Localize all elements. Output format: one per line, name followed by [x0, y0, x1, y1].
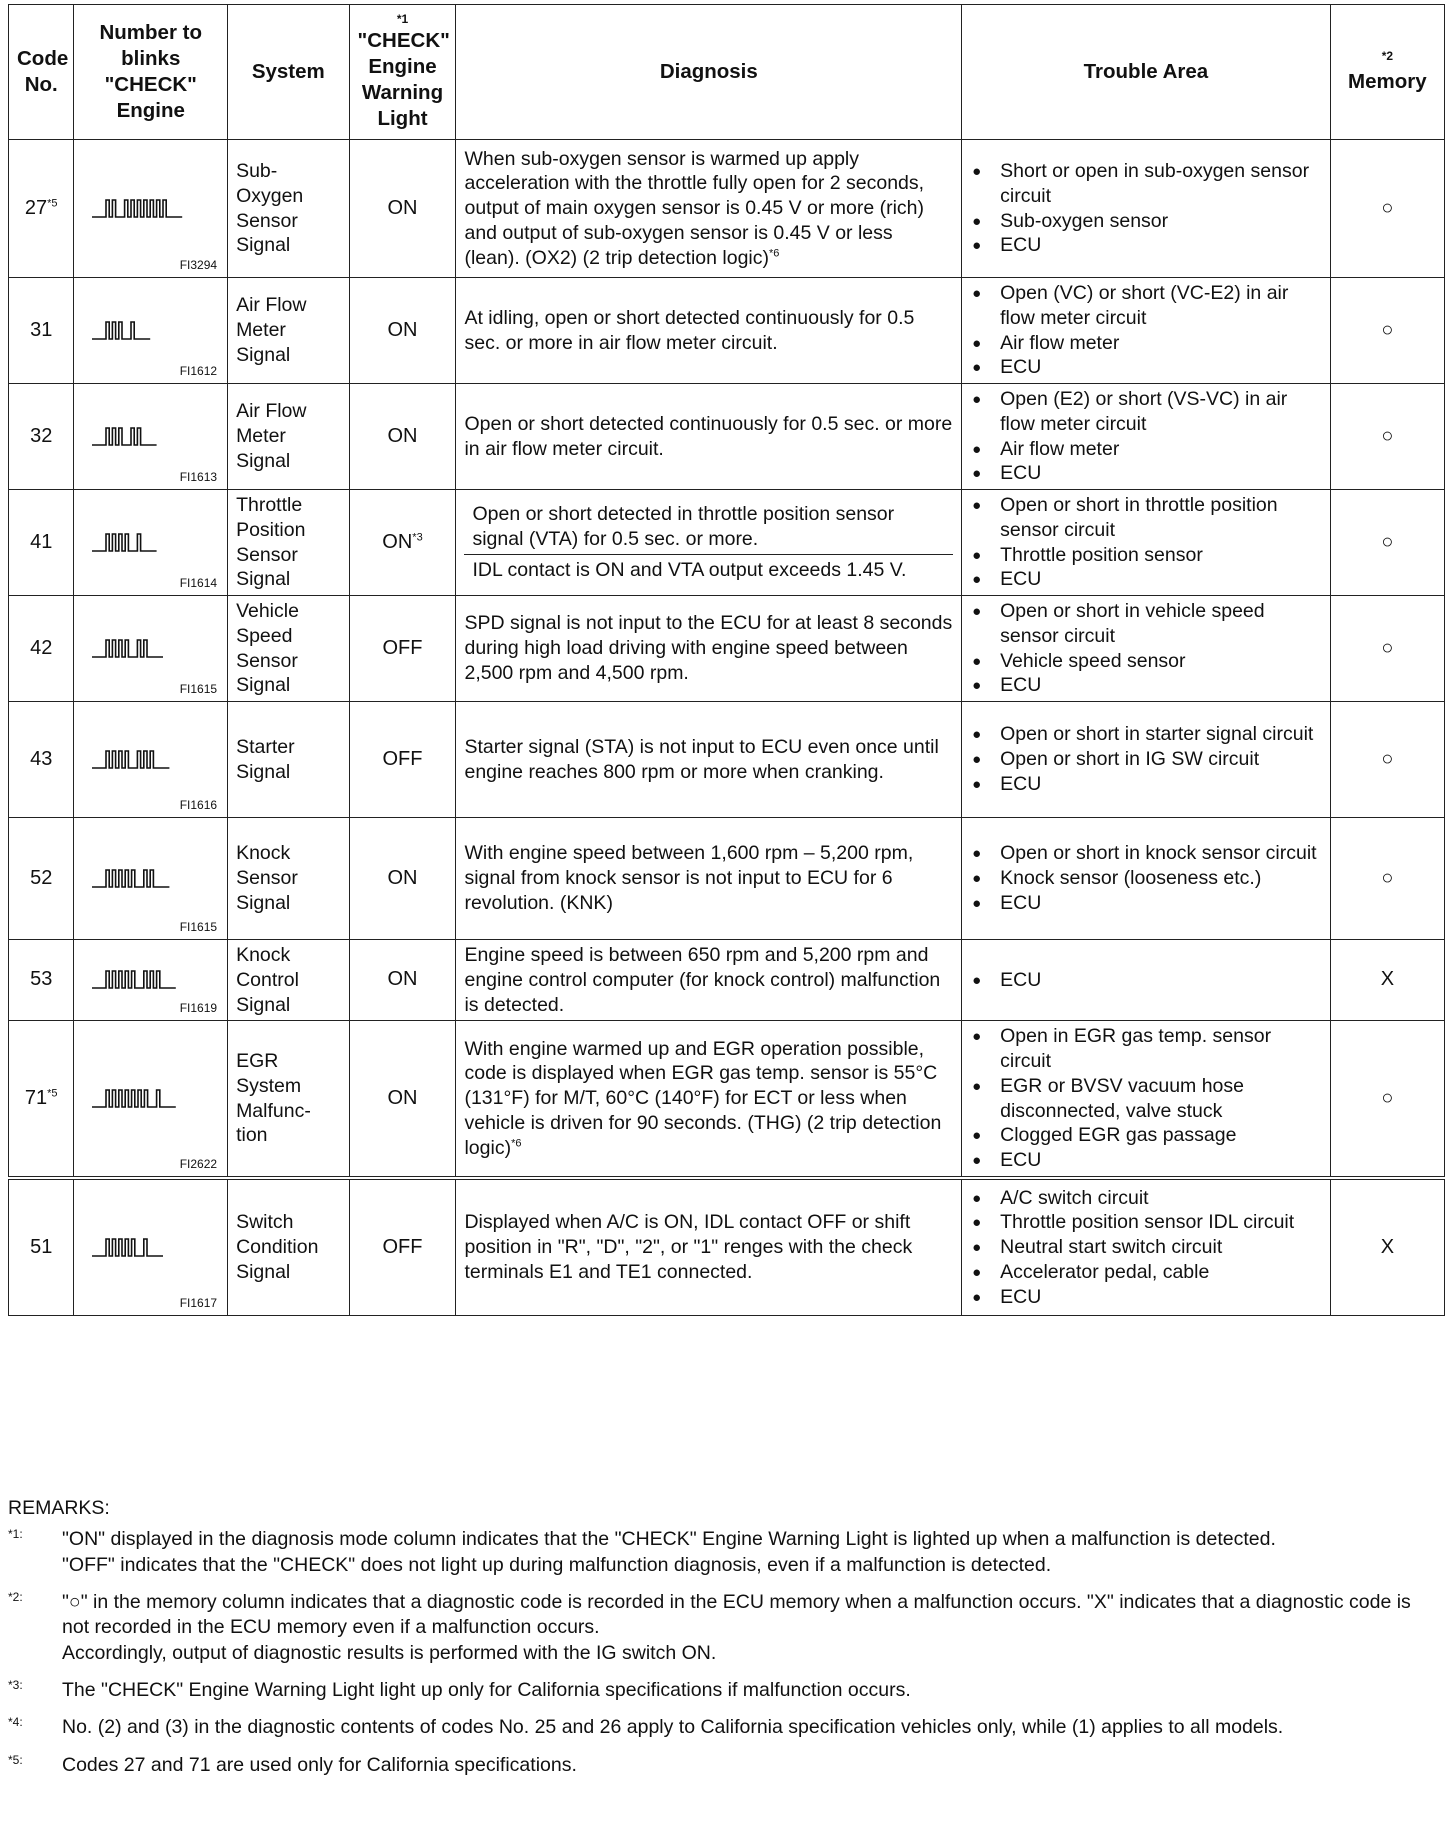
trouble-area-item: ● Sub-oxygen sensor [970, 209, 1322, 234]
warning-light-cell [349, 278, 456, 384]
header-code-no: Code No. [9, 5, 74, 140]
diagnosis-text: With engine speed between 1,600 rpm – 5,200 rpm, signal from knock sensor is not input to ECU for 6 revolution. (KNK) [464, 842, 914, 914]
warning-light-cell [349, 140, 456, 278]
blink-cell [74, 1178, 228, 1316]
code-cell [9, 1021, 74, 1178]
trouble-area-cell [962, 490, 1331, 596]
remarks-section [8, 1496, 1438, 1790]
system-cell: Air Flow Meter Signal [228, 384, 349, 490]
trouble-area-item: ● Air flow meter [970, 331, 1322, 356]
table-row [9, 140, 1445, 278]
memory-cell: X [1330, 940, 1444, 1021]
diagnosis-text: At idling, open or short detected continuously for 0.5 sec. or more in air flow meter circuit. [464, 306, 915, 354]
trouble-area-cell [962, 1021, 1331, 1178]
trouble-area-item: ● ECU [970, 673, 1322, 698]
trouble-area-cell [962, 702, 1331, 818]
diagnosis-cell [456, 940, 962, 1021]
header-blinks: Number to blinks "CHECK" Engine [74, 5, 228, 140]
figure-id: FI1615 [179, 919, 218, 934]
code-number: 42 [30, 636, 53, 659]
header-memory-label: Memory [1348, 69, 1427, 93]
code-cell [9, 278, 74, 384]
blink-cell [74, 140, 228, 278]
diagnosis-text: Open or short detected in throttle position sensor signal (VTA) for 0.5 sec. or more. [464, 499, 953, 556]
memory-cell: ○ [1330, 384, 1444, 490]
diagnosis-text: Engine speed is between 650 rpm and 5,200 rpm and engine control computer (for knock control) malfunction is detected. [464, 944, 941, 1016]
diagnosis-cell [456, 1178, 962, 1316]
trouble-area-item: ● Neutral start switch circuit [970, 1235, 1322, 1260]
blink-cell [74, 490, 228, 596]
warning-light-value: ON [387, 866, 418, 889]
remark-text: The "CHECK" Engine Warning Light light up only for California specifications if malfunction occurs. [62, 1679, 911, 1702]
header-memory [1330, 5, 1444, 140]
figure-id: FI1616 [179, 797, 218, 812]
warning-light-cell [349, 490, 456, 596]
trouble-area-item: ● Air flow meter [970, 437, 1322, 462]
trouble-area-item: ● Open or short in starter signal circuit [970, 722, 1322, 747]
trouble-area-list [970, 599, 1322, 698]
code-cell [9, 702, 74, 818]
table-row [9, 596, 1445, 702]
table-row [9, 278, 1445, 384]
trouble-area-cell [962, 140, 1331, 278]
remark-mark: *4: [8, 1715, 23, 1730]
trouble-area-cell [962, 818, 1331, 940]
figure-id: FI1612 [179, 363, 218, 378]
memory-cell: ○ [1330, 140, 1444, 278]
warning-light-cell [349, 818, 456, 940]
blink-pattern-icon [92, 748, 210, 772]
trouble-area-cell [962, 1178, 1331, 1316]
remarks-title: REMARKS: [8, 1497, 110, 1519]
code-footnote-mark: *5 [47, 197, 58, 210]
trouble-area-item: ● ECU [970, 1148, 1322, 1173]
diagnosis-text-secondary: IDL contact is ON and VTA output exceeds 1.45 V. [472, 559, 907, 582]
remark-text: No. (2) and (3) in the diagnostic contents of codes No. 25 and 26 apply to California specification vehicles only, while (1) applies to all models. [62, 1716, 1284, 1739]
remarks-notes [8, 1527, 1438, 1778]
trouble-area-item: ● Open (E2) or short (VS-VC) in air flow meter circuit [970, 387, 1322, 437]
trouble-area-list [970, 1024, 1322, 1173]
remark-text: "○" in the memory column indicates that a diagnostic code is recorded in the ECU memory when a malfunction occurs. "X" indicates that a diagnostic code is not recorded in the ECU memory even if a malfunction occurs. [62, 1591, 1411, 1639]
code-number: 53 [30, 968, 53, 991]
blink-pattern-icon [92, 1236, 210, 1260]
trouble-area-item: ● Open or short in knock sensor circuit [970, 841, 1322, 866]
trouble-area-item: ● A/C switch circuit [970, 1186, 1322, 1211]
remark-note [8, 1527, 1438, 1578]
trouble-area-item: ● ECU [970, 1285, 1322, 1310]
trouble-area-cell [962, 940, 1331, 1021]
header-warning-light-label: "CHECK" Engine Warning Light [357, 28, 450, 130]
trouble-area-list [970, 1186, 1322, 1310]
code-number: 27 [24, 196, 48, 219]
warning-light-value: ON [387, 196, 418, 219]
trouble-area-item: ● ECU [970, 355, 1322, 380]
blink-cell [74, 702, 228, 818]
memory-cell: ○ [1330, 818, 1444, 940]
trouble-area-item: ● Open (VC) or short (VC-E2) in air flow meter circuit [970, 281, 1322, 331]
blink-cell [74, 818, 228, 940]
memory-cell: ○ [1330, 278, 1444, 384]
code-cell [9, 818, 74, 940]
blink-pattern-icon [92, 197, 210, 221]
remark-note [8, 1678, 1438, 1703]
trouble-area-item: ● Open in EGR gas temp. sensor circuit [970, 1024, 1322, 1074]
diagnosis-cell [456, 490, 962, 596]
memory-cell: X [1330, 1178, 1444, 1316]
trouble-area-item: ● Accelerator pedal, cable [970, 1260, 1322, 1285]
trouble-area-item: ● Throttle position sensor IDL circuit [970, 1210, 1322, 1235]
diagnosis-cell [456, 384, 962, 490]
warning-light-cell [349, 940, 456, 1021]
trouble-area-item: ● ECU [970, 772, 1322, 797]
warning-light-value: OFF [382, 636, 423, 659]
warning-light-value: OFF [382, 747, 423, 770]
code-cell [9, 140, 74, 278]
diagnosis-cell [456, 702, 962, 818]
trouble-area-item: ● ECU [970, 461, 1322, 486]
diagnosis-cell [456, 1021, 962, 1178]
remark-text: Codes 27 and 71 are used only for California specifications. [62, 1753, 577, 1776]
diagnosis-cell [456, 140, 962, 278]
diagnosis-text: Starter signal (STA) is not input to ECU even once until engine reaches 800 rpm or more when cranking. [464, 735, 939, 783]
code-number: 32 [30, 424, 53, 447]
remark-mark: *3: [8, 1678, 23, 1693]
code-cell [9, 490, 74, 596]
remark-note [8, 1753, 1438, 1778]
trouble-area-list [970, 841, 1322, 915]
figure-id: FI3294 [179, 257, 218, 272]
diagnosis-text: When sub-oxygen sensor is warmed up apply acceleration with the throttle fully open for 2 seconds, output of main oxygen sensor is 0.45 V or more (rich) and output of sub-oxygen sensor is 0.45 V or less (lean). (OX2) (2 trip detection logic) [464, 147, 925, 269]
system-cell: EGR System Malfunc-tion [228, 1021, 349, 1178]
code-number: 31 [30, 318, 53, 341]
remark-mark: *5: [8, 1752, 23, 1767]
system-cell: Vehicle Speed Sensor Signal [228, 596, 349, 702]
trouble-area-item: ● Knock sensor (looseness etc.) [970, 866, 1322, 891]
code-cell [9, 1178, 74, 1316]
diagnosis-cell [456, 278, 962, 384]
remark-mark: *1: [8, 1527, 23, 1542]
blink-pattern-icon [92, 637, 210, 661]
blink-pattern-icon [92, 319, 210, 343]
code-cell [9, 596, 74, 702]
diagnosis-cell [456, 596, 962, 702]
system-cell: Throttle Position Sensor Signal [228, 490, 349, 596]
warning-light-value: OFF [382, 1235, 423, 1258]
memory-cell: ○ [1330, 596, 1444, 702]
figure-id: FI2622 [179, 1156, 218, 1171]
memory-cell: ○ [1330, 702, 1444, 818]
code-cell [9, 384, 74, 490]
warning-light-value: ON [387, 1086, 418, 1109]
remark-text: "OFF" indicates that the "CHECK" does not light up during malfunction diagnosis, even if a malfunction is detected. [62, 1553, 1052, 1576]
table-row [9, 1021, 1445, 1178]
trouble-area-item: ● ECU [970, 233, 1322, 258]
warning-light-cell [349, 1178, 456, 1316]
header-warning-light [349, 5, 456, 140]
trouble-area-cell [962, 596, 1331, 702]
trouble-area-cell [962, 384, 1331, 490]
blink-pattern-icon [92, 867, 210, 891]
warning-light-cell [349, 1021, 456, 1178]
warning-light-cell [349, 596, 456, 702]
table-body [9, 140, 1445, 1316]
light-footnote-mark: *3 [412, 531, 423, 544]
diagnostic-code-table [8, 4, 1445, 1316]
code-number: 51 [30, 1235, 53, 1258]
header-system: System [228, 5, 349, 140]
footnote-mark-1: *1 [396, 12, 409, 27]
warning-light-value: ON [387, 318, 418, 341]
trouble-area-item: ● Short or open in sub-oxygen sensor circuit [970, 159, 1322, 209]
figure-id: FI1619 [179, 1001, 218, 1016]
trouble-area-item: ● ECU [970, 968, 1322, 993]
system-cell: Knock Sensor Signal [228, 818, 349, 940]
diagnosis-text: Open or short detected continuously for 0.5 sec. or more in air flow meter circuit. [464, 412, 953, 460]
code-cell [9, 940, 74, 1021]
system-cell: Knock Control Signal [228, 940, 349, 1021]
diagnosis-cell [456, 818, 962, 940]
blink-cell [74, 278, 228, 384]
table-header-row [9, 5, 1445, 140]
figure-id: FI1613 [179, 469, 218, 484]
blink-pattern-icon [92, 531, 210, 555]
warning-light-cell [349, 702, 456, 818]
remark-text: Accordingly, output of diagnostic results is performed with the IG switch ON. [62, 1641, 717, 1664]
table-row [9, 818, 1445, 940]
trouble-area-cell [962, 278, 1331, 384]
trouble-area-item: ● EGR or BVSV vacuum hose disconnected, valve stuck [970, 1074, 1322, 1124]
trouble-area-list [970, 387, 1322, 486]
header-trouble-area: Trouble Area [962, 5, 1331, 140]
system-cell: Switch Condition Signal [228, 1178, 349, 1316]
diagnosis-footnote-mark: *6 [769, 247, 780, 260]
table-row [9, 1178, 1445, 1316]
system-cell: Air Flow Meter Signal [228, 278, 349, 384]
diagnosis-text: With engine warmed up and EGR operation possible, code is displayed when EGR gas temp. sensor is 55°C (131°F) for M/T, 60°C (140°F) for ECT or less when vehicle is driven for 90 seconds. (THG) (2 trip detection logic) [464, 1037, 942, 1159]
code-number: 41 [30, 530, 53, 553]
trouble-area-item: ● Clogged EGR gas passage [970, 1123, 1322, 1148]
table-row [9, 940, 1445, 1021]
trouble-area-item: ● Open or short in vehicle speed sensor circuit [970, 599, 1322, 649]
trouble-area-item: ● ECU [970, 567, 1322, 592]
trouble-area-item: ● Vehicle speed sensor [970, 649, 1322, 674]
warning-light-value: ON [382, 530, 413, 553]
blink-pattern-icon [92, 1087, 210, 1111]
trouble-area-list [970, 968, 1322, 993]
warning-light-cell [349, 384, 456, 490]
code-number: 71 [24, 1086, 48, 1109]
trouble-area-item: ● Open or short in throttle position sensor circuit [970, 493, 1322, 543]
blink-cell [74, 940, 228, 1021]
table-row [9, 490, 1445, 596]
blink-pattern-icon [92, 425, 210, 449]
trouble-area-item: ● ECU [970, 891, 1322, 916]
trouble-area-item: ● Throttle position sensor [970, 543, 1322, 568]
header-diagnosis: Diagnosis [456, 5, 962, 140]
remark-note [8, 1590, 1438, 1666]
figure-id: FI1615 [179, 681, 218, 696]
memory-cell: ○ [1330, 490, 1444, 596]
blink-cell [74, 596, 228, 702]
system-cell: Starter Signal [228, 702, 349, 818]
diagnosis-text: Displayed when A/C is ON, IDL contact OFF or shift position in "R", "D", "2", or "1" renges with the check terminals E1 and TE1 connected. [464, 1211, 913, 1283]
diagnosis-text: SPD signal is not input to the ECU for at least 8 seconds during high load driving with engine speed between 2,500 rpm and 4,500 rpm. [464, 612, 953, 684]
table-row [9, 384, 1445, 490]
trouble-area-list [970, 159, 1322, 258]
remark-note [8, 1715, 1438, 1740]
warning-light-value: ON [387, 424, 418, 447]
remark-mark: *2: [8, 1590, 23, 1605]
trouble-area-list [970, 493, 1322, 592]
figure-id: FI1614 [179, 575, 218, 590]
code-footnote-mark: *5 [47, 1087, 58, 1100]
warning-light-value: ON [387, 968, 418, 991]
code-number: 43 [30, 747, 53, 770]
blink-pattern-icon [92, 968, 210, 992]
trouble-area-list [970, 281, 1322, 380]
trouble-area-item: ● Open or short in IG SW circuit [970, 747, 1322, 772]
blink-cell [74, 1021, 228, 1178]
table-row [9, 702, 1445, 818]
trouble-area-list [970, 722, 1322, 796]
blink-cell [74, 384, 228, 490]
system-cell: Sub-Oxygen Sensor Signal [228, 140, 349, 278]
code-number: 52 [30, 866, 53, 889]
memory-cell: ○ [1330, 1021, 1444, 1178]
remark-text: "ON" displayed in the diagnosis mode column indicates that the "CHECK" Engine Warning Light is lighted up when a malfunction is detected. [62, 1528, 1276, 1551]
footnote-mark-2: *2 [1381, 49, 1394, 64]
figure-id: FI1617 [179, 1296, 218, 1311]
diagnosis-footnote-mark: *6 [511, 1137, 522, 1150]
